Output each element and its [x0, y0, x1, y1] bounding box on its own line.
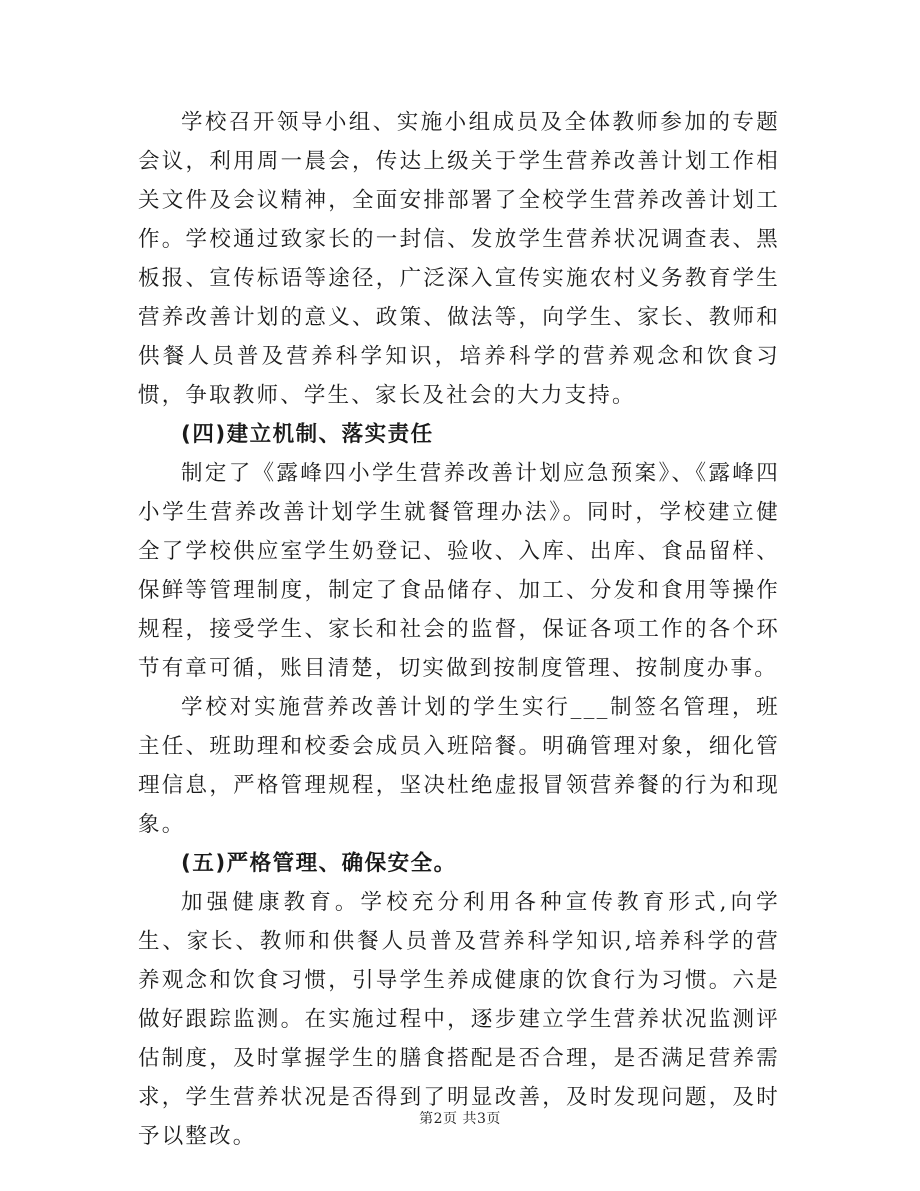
paragraph-health-education: 加强健康教育。学校充分利用各种宣传教育形式,向学生、家长、教师和供餐人员普及营养科学知识,培养科学的营养观念和饮食习惯，引导学生养成健康的饮食行为习惯。六是做好跟踪监测。在实施过程中，逐步建立学生营养状况监测评估制度，及时掌握学生的膳食搭配是否合理，是否满足营养需求，学生营养状况是否得到了明显改善，及时发现问题，及时予以整改。 [138, 890, 780, 1149]
paragraph-signin-management: 学校对实施营养改善计划的学生实行___制签名管理，班主任、班助理和校委会成员入班陪餐。明确管理对象，细化管理信息，严格管理规程，坚决杜绝虚报冒领营养餐的行为和现象。 [138, 695, 780, 837]
section-heading-4: (四)建立机制、落实责任 [181, 422, 434, 447]
page-number-footer: 第2页 共3页 [419, 1111, 501, 1127]
paragraph-mechanism: 制定了《露峰四小学生营养改善计划应急预案》、《露峰四小学生营养改善计划学生就餐管理办法》。同时，学校建立健全了学校供应室学生奶登记、验收、入库、出库、食品留样、保鲜等管理制度，制定了食品储存、加工、分发和食用等操作规程，接受学生、家长和社会的监督，保证各项工作的各个环节有章可循，账目清楚，切实做到按制度管理、按制度办事。 [138, 461, 780, 681]
section-heading-5: (五)严格管理、确保安全。 [181, 851, 457, 876]
document-body [138, 103, 780, 1156]
paragraph-publicity: 学校召开领导小组、实施小组成员及全体教师参加的专题会议，利用周一晨会，传达上级关于学生营养改善计划工作相关文件及会议精神，全面安排部署了全校学生营养改善计划工作。学校通过致家长的一封信、发放学生营养状况调查表、黑板报、宣传标语等途径，广泛深入宣传实施农村义务教育学生营养改善计划的意义、政策、做法等，向学生、家长、教师和供餐人员普及营养科学知识，培养科学的营养观念和饮食习惯，争取教师、学生、家长及社会的大力支持。 [138, 110, 780, 408]
